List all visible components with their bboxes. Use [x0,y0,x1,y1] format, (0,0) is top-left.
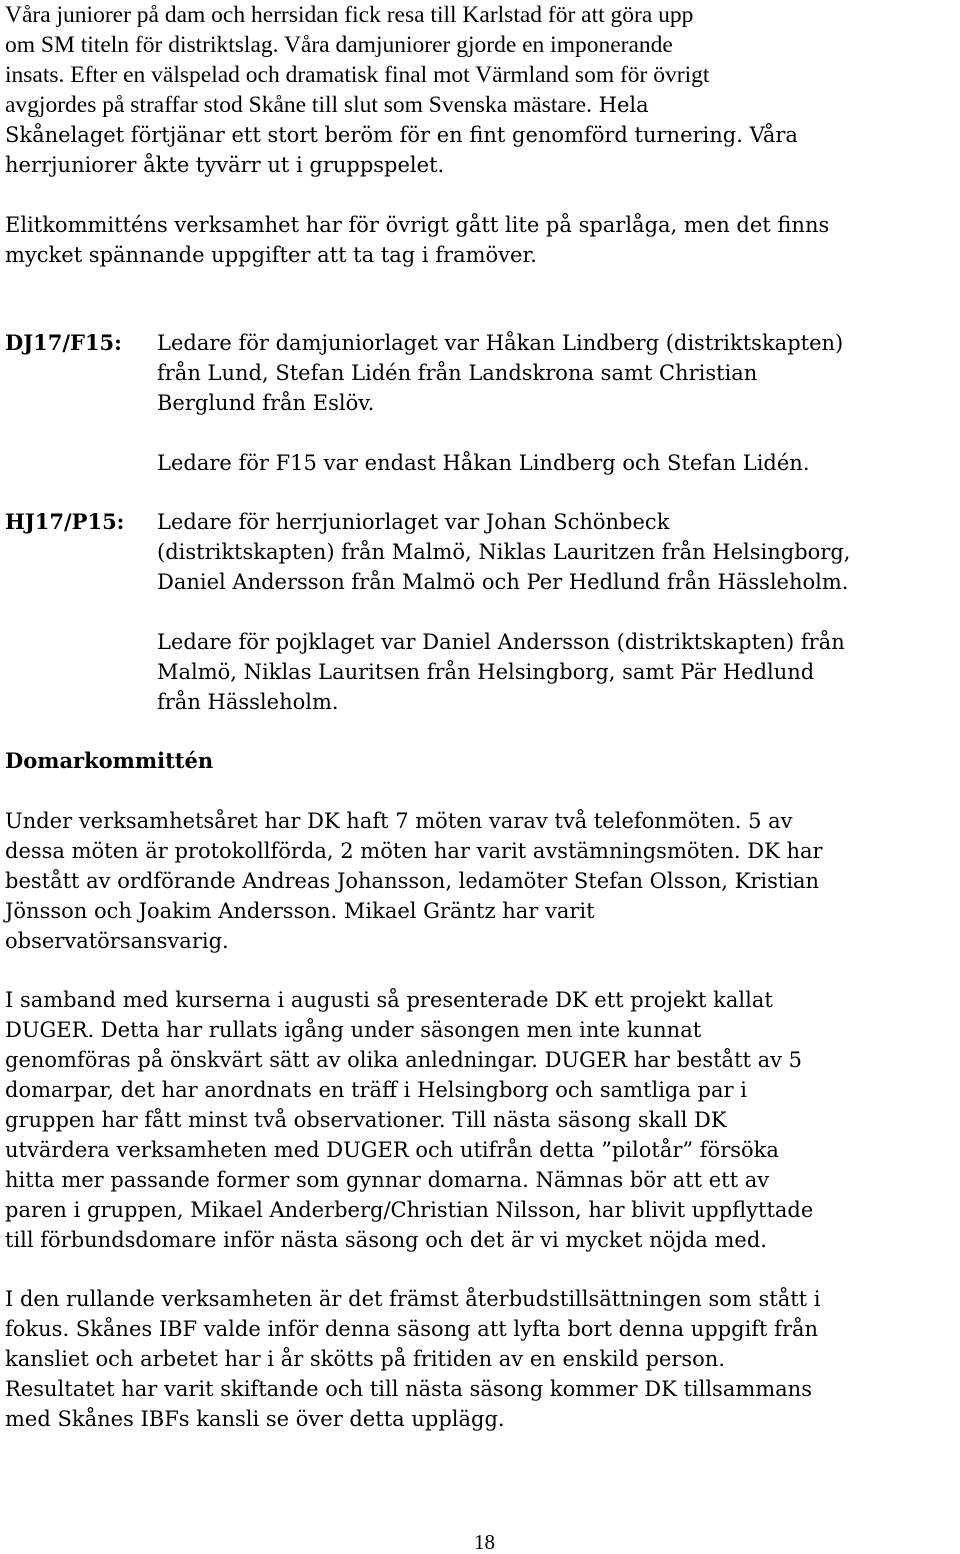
entry-paragraph: Ledare för damjuniorlaget var Håkan Lindberg (distriktskapten) från Lund, Stefan Lidén från Landskrona samt Christian Berglund från Eslöv. [157,331,844,415]
entry-paragraph: Ledare för F15 var endast Håkan Lindberg och Stefan Lidén. [157,451,810,475]
section-heading: Domarkommittén [5,748,214,773]
intro-continuation: Hela Skånelaget förtjänar ett stort beröm för en fint genomförd turnering. Våra herrjuniorer åkte tyvärr ut i gruppspelet. [5,93,798,177]
entry-paragraph: Ledare för herrjuniorlaget var Johan Schönbeck (distriktskapten) från Malmö, Niklas Lauritzen från Helsingborg, Daniel Andersson från Malmö och Per Hedlund från Hässleholm. [157,510,851,594]
intro-text: Våra juniorer på dam och herrsidan fick resa till Karlstad för att göra upp om SM titeln för distriktslag. Våra damjuniorer gjorde en imponerande insats. Efter en välspelad och dramatisk final mot Värmland som för övrigt avgjordes på straffar stod Skåne till slut som Svenska mästare. [5,2,710,118]
entry-label: DJ17/F15: [5,330,122,355]
entry-paragraph: Ledare för pojklaget var Daniel Andersson (distriktskapten) från Malmö, Niklas Lauritsen från Helsingborg, samt Pär Hedlund från Hässleholm. [157,630,845,714]
entry-body [157,507,960,717]
elit-paragraph: Elitkommitténs verksamhet har för övrigt gått lite på sparlåga, men det finns mycket spännande uppgifter att ta tag i framöver. [5,213,830,267]
domar-paragraph: Under verksamhetsåret har DK haft 7 möten varav två telefonmöten. 5 av dessa möten är protokollförda, 2 möten har varit avstämningsmöten. DK har bestått av ordförande Andreas Johansson, ledamöter Stefan Olsson, Kristian Jönsson och Joakim Andersson. Mikael Gräntz har varit observatörsansvarig. [5,809,823,953]
entry-label: HJ17/P15: [5,509,125,534]
entry-body [157,328,960,478]
page-number: 18 [474,1530,495,1554]
intro-paragraph [5,0,960,180]
domar-paragraph: I den rullande verksamheten är det främst återbudstillsättningen som stått i fokus. Skånes IBF valde inför denna säsong att lyfta bort denna uppgift från kansliet och arbetet har i år skötts på fritiden av en enskild person. Resultatet har varit skiftande och till nästa säsong kommer DK tillsammans med Skånes IBFs kansli se över detta upplägg. [5,1287,821,1431]
domar-paragraph: I samband med kurserna i augusti så presenterade DK ett projekt kallat DUGER. Detta har rullats igång under säsongen men inte kunnat genomföras på önskvärt sätt av olika anledningar. DUGER har bestått av 5 domarpar, det har anordnats en träff i Helsingborg och samtliga par i gruppen har fått minst två observationer. Till nästa säsong skall DK utvärdera verksamheten med DUGER och utifrån detta ”pilotår” försöka hitta mer passande former som gynnar domarna. Nämnas bör att ett av paren i gruppen, Mikael Anderberg/Christian Nilsson, har blivit uppflyttade till förbundsdomare inför nästa säsong och det är vi mycket nöjda med. [5,988,814,1252]
